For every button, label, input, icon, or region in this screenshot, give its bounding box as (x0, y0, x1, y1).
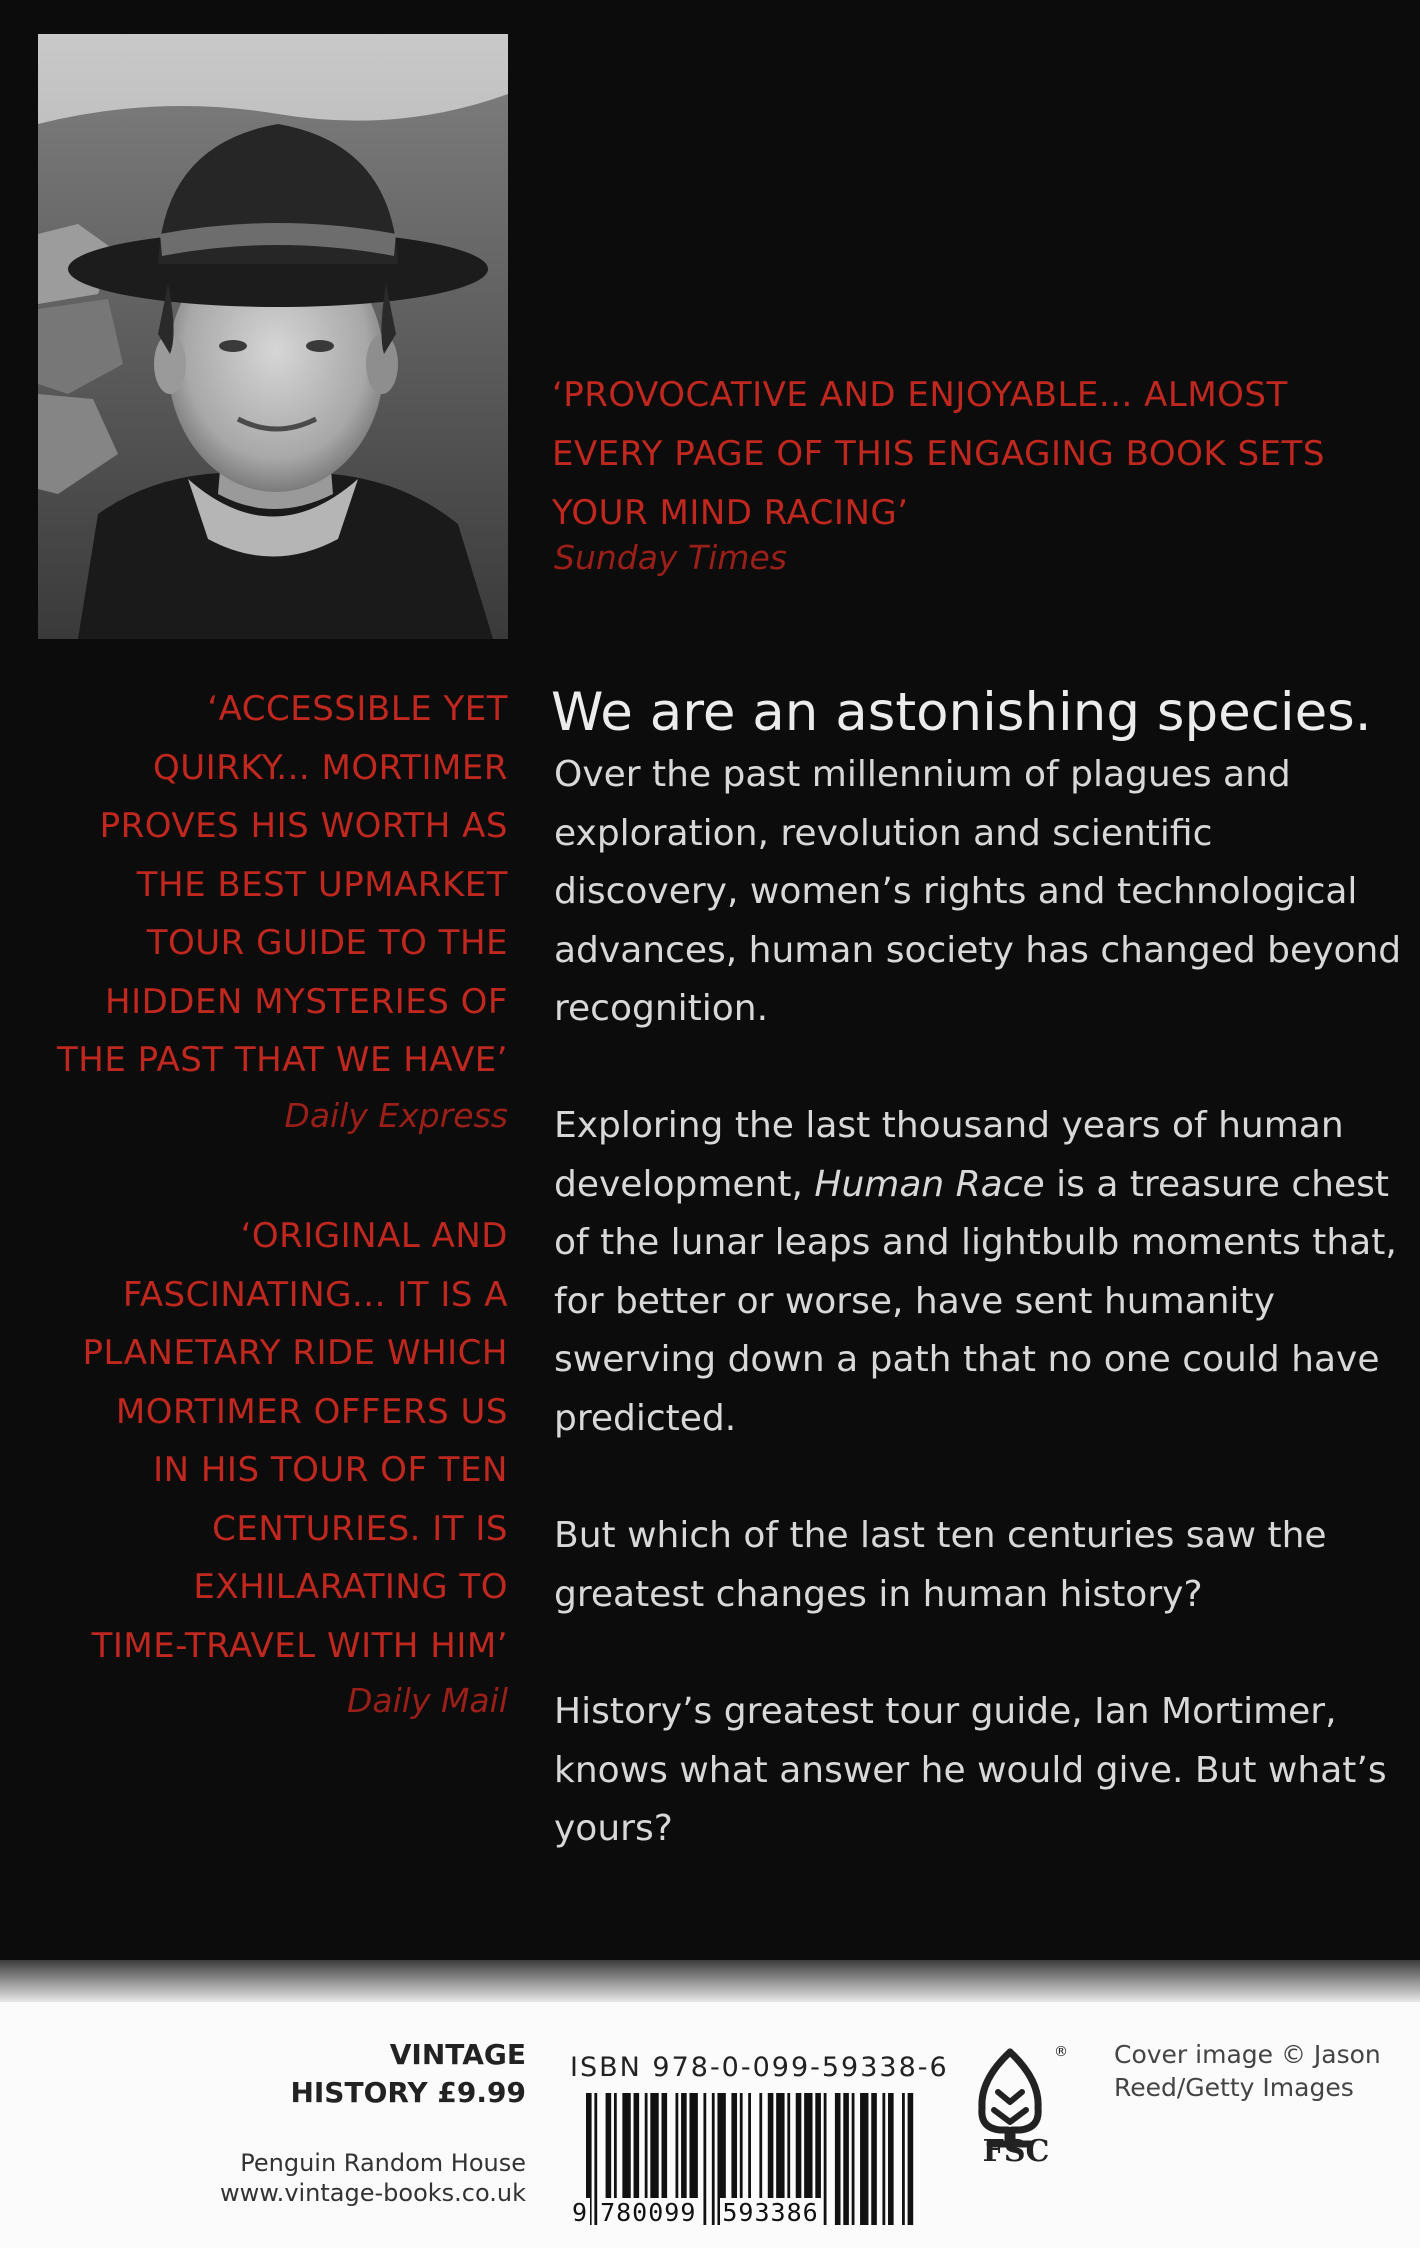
fsc-label: FSC (982, 2134, 1050, 2169)
review-quote-sunday-times: ‘PROVOCATIVE AND ENJOYABLE... ALMOST EVERY PAGE OF THIS ENGAGING BOOK SETS YOUR MIND RACING’ (552, 375, 1325, 533)
blurb-paragraph-2 (554, 1097, 1406, 1448)
review-quote-daily-express (30, 680, 508, 1090)
publisher-info (150, 2148, 526, 2208)
publisher-name: Penguin Random House (240, 2149, 526, 2177)
quote-line: HIDDEN MYSTERIES OF (105, 981, 508, 1022)
isbn-number: ISBN 978-0-099-59338-6 (570, 2052, 949, 2083)
publisher-website: www.vintage-books.co.uk (220, 2179, 526, 2207)
quote-line: TOUR GUIDE TO THE (146, 923, 508, 963)
author-photo (38, 34, 508, 639)
review-source-sunday-times: Sunday Times (554, 538, 787, 577)
quote-line: CENTURIES. IT IS (212, 1508, 508, 1549)
category-price: HISTORY £9.99 (290, 2076, 526, 2109)
quote-line: QUIRKY... MORTIMER (153, 747, 508, 788)
review-source-daily-express: Daily Express (284, 1096, 508, 1135)
registered-mark: ® (1054, 2044, 1068, 2060)
blurb-text: Exploring the last thousand years of human development, (554, 1105, 1344, 1205)
quote-line: PLANETARY RIDE WHICH (82, 1333, 508, 1373)
imprint-price (200, 2036, 526, 2112)
quote-line: ‘ORIGINAL AND (240, 1216, 508, 1256)
quote-line: EXHILARATING TO (193, 1567, 508, 1607)
blurb-heading: We are an astonishing species. (551, 682, 1372, 743)
cover-image-credit: Cover image © Jason Reed/Getty Images (1114, 2040, 1381, 2102)
book-title: Human Race (814, 1163, 1045, 1205)
barcode-digits-group2: 593386 (722, 2198, 819, 2227)
quote-line: MORTIMER OFFERS US (115, 1391, 508, 1432)
quote-line: IN HIS TOUR OF TEN (153, 1450, 508, 1490)
review-quote-daily-mail (30, 1207, 508, 1675)
imprint-name: VINTAGE (389, 2038, 526, 2071)
blurb-text: is a treasure chest of the lunar leaps and lightbulb moments that, for better or worse, have sent humanity swerving down a path that no one could have predicted. (554, 1163, 1397, 1439)
quote-line: PROVES HIS WORTH AS (99, 806, 508, 846)
blurb-paragraph-3: But which of the last ten centuries saw the greatest changes in human history? (554, 1515, 1327, 1615)
review-source-daily-mail: Daily Mail (346, 1681, 508, 1720)
quote-line: TIME-TRAVEL WITH HIM’ (91, 1625, 508, 1666)
author-portrait-image (38, 34, 508, 639)
quote-line: ‘ACCESSIBLE YET (207, 689, 508, 729)
quote-line: THE PAST THAT WE HAVE’ (56, 1040, 508, 1080)
strip-edge (0, 1960, 1420, 2002)
barcode-digit-first: 9 (572, 2198, 589, 2227)
quote-line: FASCINATING... IT IS A (122, 1274, 508, 1315)
barcode-digits-group1: 780099 (600, 2198, 697, 2227)
blurb-paragraph-1: Over the past millennium of plagues and exploration, revolution and scientific discovery, women’s rights and technological advances, human society has changed beyond recognition. (554, 754, 1402, 1029)
barcode-digits (570, 2198, 920, 2227)
blurb-paragraph-4: History’s greatest tour guide, Ian Mortimer, knows what answer he would give. But what’s yours? (554, 1691, 1387, 1849)
quote-line: THE BEST UPMARKET (136, 864, 508, 905)
